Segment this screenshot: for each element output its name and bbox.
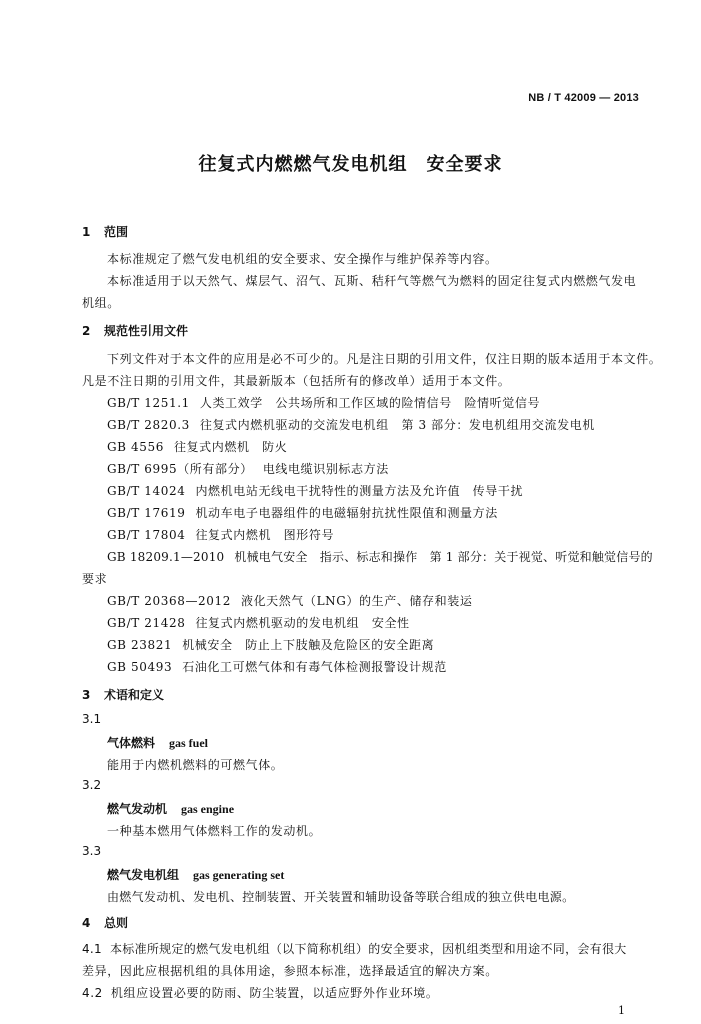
- reference-title: 石油化工可燃气体和有毒气体检测报警设计规范: [182, 660, 447, 674]
- reference-continuation: 要求: [82, 572, 108, 586]
- reference-item: [107, 394, 540, 411]
- term-number: 3.3: [82, 844, 102, 858]
- reference-title: 液化天然气（LNG）的生产、储存和装运: [240, 594, 473, 608]
- section-number: 3: [82, 688, 91, 702]
- paragraph: 本标准适用于以天然气、煤层气、沼气、瓦斯、秸秆气等燃气为燃料的固定往复式内燃燃气发电: [107, 274, 637, 288]
- term-en: gas generating set: [193, 868, 285, 882]
- term-definition: 一种基本燃用气体燃料工作的发动机。: [107, 824, 322, 838]
- term-number: 3.1: [82, 712, 102, 726]
- reference-code: GB 18209.1—2010: [107, 550, 225, 564]
- reference-item: [107, 636, 434, 653]
- term-zh: 气体燃料: [107, 736, 156, 750]
- reference-item: [107, 548, 653, 565]
- reference-item: [107, 592, 472, 609]
- reference-code: GB/T 17804: [107, 528, 186, 542]
- reference-code: GB/T 17619: [107, 506, 186, 520]
- reference-code: GB/T 1251.1: [107, 396, 190, 410]
- section-title: 范围: [104, 225, 129, 239]
- clause-continuation: 差异，因此应根据机组的具体用途，参照本标准，选择最适宜的解决方案。: [82, 964, 498, 978]
- reference-code: GB 4556: [107, 440, 164, 454]
- reference-code: GB/T 21428: [107, 616, 186, 630]
- reference-item: [107, 526, 334, 543]
- term-en: gas fuel: [169, 736, 209, 750]
- section-4-heading: [82, 914, 128, 931]
- section-2-heading: [82, 322, 188, 339]
- reference-item: [107, 460, 389, 477]
- section-title: 术语和定义: [104, 688, 165, 702]
- reference-title: 机械安全 防止上下肢触及危险区的安全距离: [182, 638, 435, 652]
- reference-item: [107, 482, 523, 499]
- clause-text: 机组应设置必要的防雨、防尘装置，以适应野外作业环境。: [110, 986, 439, 1000]
- reference-title: 电线电缆识别标志方法: [262, 462, 389, 476]
- reference-title: 往复式内燃机驱动的交流发电机组 第 3 部分：发电机组用交流发电机: [199, 418, 595, 432]
- clause-number: 4.2: [82, 986, 103, 1000]
- paragraph: 凡是不注日期的引用文件，其最新版本（包括所有的修改单）适用于本文件。: [82, 374, 511, 388]
- reference-code: GB/T 20368—2012: [107, 594, 231, 608]
- section-number: 4: [82, 916, 91, 930]
- paragraph: 下列文件对于本文件的应用是必不可少的。凡是注日期的引用文件，仅注日期的版本适用于本文件。: [107, 352, 662, 366]
- reference-item: [107, 416, 595, 433]
- reference-title: 机动车电子电器组件的电磁辐射抗扰性限值和测量方法: [195, 506, 498, 520]
- term-definition: 能用于内燃机燃料的可燃气体。: [107, 758, 284, 772]
- reference-code: GB/T 14024: [107, 484, 186, 498]
- reference-title: 往复式内燃机 防火: [173, 440, 288, 454]
- paragraph: 机组。: [82, 296, 120, 310]
- clause-number: 4.1: [82, 942, 102, 956]
- clause-4-2: [82, 984, 439, 1001]
- term-heading: [107, 734, 208, 751]
- reference-title: 机械电气安全 指示、标志和操作 第 1 部分：关于视觉、听觉和触觉信号的: [234, 550, 653, 564]
- reference-title: 往复式内燃机 图形符号: [195, 528, 335, 542]
- term-en: gas engine: [181, 802, 235, 816]
- reference-code: GB 50493: [107, 660, 173, 674]
- clause-4-1: [82, 940, 627, 957]
- term-zh: 燃气发动机: [107, 802, 168, 816]
- reference-code: GB/T 2820.3: [107, 418, 190, 432]
- term-number: 3.2: [82, 778, 102, 792]
- clause-text: 本标准所规定的燃气发电机组（以下简称机组）的安全要求，因机组类型和用途不同，会有很大: [109, 942, 627, 956]
- section-title: 规范性引用文件: [104, 324, 189, 338]
- reference-item: [107, 614, 410, 631]
- reference-item: [107, 658, 447, 675]
- term-definition: 由燃气发动机、发电机、控制装置、开关装置和辅助设备等联合组成的独立供电电源。: [107, 890, 575, 904]
- standard-code: NB / T 42009 — 2013: [528, 92, 639, 104]
- reference-item: [107, 438, 287, 455]
- reference-code: GB/T 6995（所有部分）: [107, 462, 253, 476]
- reference-title: 人类工效学 公共场所和工作区域的险情信号 险情听觉信号: [199, 396, 541, 410]
- page-number: 1: [618, 1004, 625, 1017]
- term-zh: 燃气发电机组: [107, 868, 180, 882]
- section-number: 2: [82, 324, 91, 338]
- reference-title: 往复式内燃机驱动的发电机组 安全性: [195, 616, 410, 630]
- section-number: 1: [82, 225, 91, 239]
- reference-item: [107, 504, 498, 521]
- term-heading: [107, 800, 234, 817]
- term-heading: [107, 866, 284, 883]
- page-title: 往复式内燃燃气发电机组 安全要求: [198, 154, 503, 175]
- reference-title: 内燃机电站无线电干扰特性的测量方法及允许值 传导干扰: [195, 484, 524, 498]
- section-3-heading: [82, 686, 164, 703]
- section-1-heading: [82, 223, 128, 240]
- paragraph: 本标准规定了燃气发电机组的安全要求、安全操作与维护保养等内容。: [107, 252, 498, 266]
- reference-code: GB 23821: [107, 638, 173, 652]
- section-title: 总则: [104, 916, 129, 930]
